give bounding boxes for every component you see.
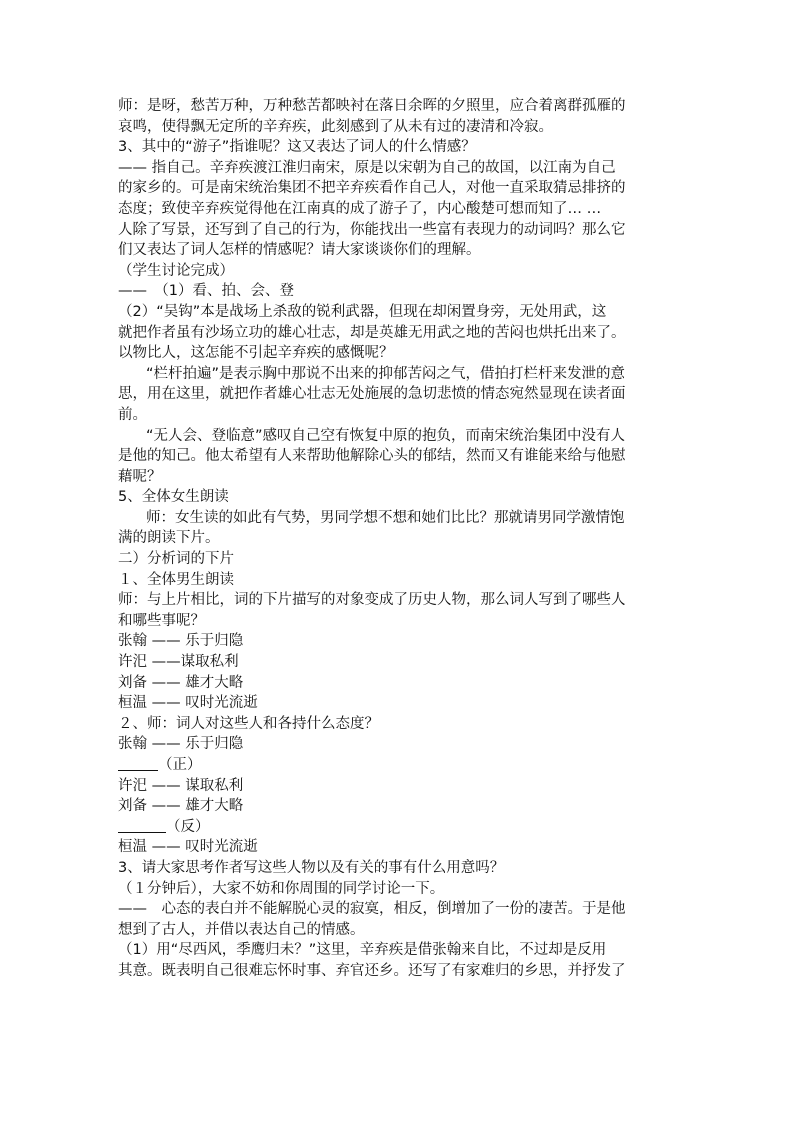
document-page — [118, 96, 680, 982]
text-line: 许汜 ——谋取私利 — [118, 654, 239, 671]
text-line: 思，用在这里，就把作者雄心壮志无处施展的急切悲愤的情态宛然显现在读者面 — [118, 386, 626, 403]
text-line: 师：与上片相比，词的下片描写的对象变成了历史人物，那么词人写到了哪些人 — [118, 592, 626, 609]
text-line: （2）“吴钩”本是战场上杀敌的锐利武器，但现在却闲置身旁，无处用武，这 — [118, 303, 607, 320]
text-line: 藉呢？ — [118, 468, 162, 485]
text-line: 师：女生读的如此有气势，男同学想不想和她们比比？那就请男同学激情饱 — [146, 509, 625, 526]
text-line: 和哪些事呢？ — [118, 612, 205, 629]
text-line-with-blank — [118, 755, 680, 776]
text-line: （１分钟后），大家不妨和你周围的同学讨论一下。 — [118, 880, 445, 897]
text-line: 二）分析词的下片 — [118, 551, 234, 568]
text-line: １、全体男生朗读 — [118, 571, 234, 588]
text-line: 张翰 —— 乐于归隐 — [118, 633, 244, 650]
text-line: 满的朗读下片。 — [118, 530, 220, 547]
text-line: 桓温 —— 叹时光流逝 — [118, 839, 258, 856]
text-line: 张翰 —— 乐于归隐 — [118, 736, 244, 753]
text-line: 刘备 —— 雄才大略 — [118, 674, 244, 691]
text-line: 态度；致使辛弃疾觉得他在江南真的成了游子了，内心酸楚可想而知了… … — [118, 200, 602, 217]
text-line: （学生讨论完成） — [118, 262, 234, 279]
text-line: 桓温 —— 叹时光流逝 — [118, 695, 258, 712]
blank-label: （反） — [166, 818, 210, 835]
text-line: 哀鸣，使得飘无定所的辛弃疾，此刻感到了从未有过的凄清和冷寂。 — [118, 118, 553, 135]
text-line-with-blank — [118, 817, 680, 838]
text-line: 刘备 —— 雄才大略 — [118, 798, 244, 815]
text-line: “无人会、登临意”感叹自己空有恢复中原的抱负，而南宋统治集团中没有人 — [146, 427, 626, 444]
text-line: 3、请大家思考作者写这些人物以及有关的事有什么用意吗？ — [118, 859, 505, 876]
text-line: 3、其中的“游子”指谁呢？这又表达了词人的什么情感？ — [118, 139, 476, 156]
blank-label: （正） — [158, 757, 202, 773]
text-line: 就把作者虽有沙场立功的雄心壮志，却是英雄无用武之地的苦闷也烘托出来了。 — [118, 324, 626, 341]
text-line: 师：是呀，愁苦万种，万种愁苦都映衬在落日余晖的夕照里，应合着离群孤雁的 — [118, 98, 626, 114]
text-line: —— （1）看、拍、会、登 — [118, 283, 294, 300]
text-line: （1）用“尽西风，季鹰归未？”这里，辛弃疾是借张翰来自比，不过却是反用 — [118, 942, 607, 959]
text-line: 是他的知己。他太希望有人来帮助他解除心头的郁结，然而又有谁能来给与他慰 — [118, 448, 626, 465]
text-line: 许汜 —— 谋取私利 — [118, 777, 244, 794]
text-line: 想到了古人，并借以表达自己的情感。 — [118, 921, 365, 938]
text-line: 前。 — [118, 406, 147, 423]
fill-in-blank — [118, 818, 166, 833]
text-line: “栏杆拍遍”是表示胸中那说不出来的抑郁苦闷之气，借拍打栏杆来发泄的意 — [146, 365, 626, 382]
text-line: 们又表达了词人怎样的情感呢？请大家谈谈你们的理解。 — [118, 242, 481, 259]
text-line: 以物比人，这怎能不引起辛弃疾的感慨呢？ — [118, 345, 394, 362]
text-line: 的家乡的。可是南宋统治集团不把辛弃疾看作自己人，对他一直采取猜忌排挤的 — [118, 180, 626, 197]
text-line: 人除了写景，还写到了自己的行为，你能找出一些富有表现力的动词吗？那么它 — [118, 221, 626, 238]
text-line: 5、全体女生朗读 — [118, 489, 229, 506]
text-line: 其意。既表明自己很难忘怀时事、弃官还乡。还写了有家难归的乡思，并抒发了 — [118, 962, 626, 979]
fill-in-blank — [118, 756, 158, 771]
text-line: —— 指自己。辛弃疾渡江淮归南宋，原是以宋朝为自己的故国，以江南为自己 — [118, 159, 616, 176]
text-line: —— 心态的表白并不能解脱心灵的寂寞，相反，倒增加了一份的凄苦。于是他 — [118, 901, 626, 918]
text-line: ２、师：词人对这些人和各持什么态度？ — [118, 715, 379, 732]
